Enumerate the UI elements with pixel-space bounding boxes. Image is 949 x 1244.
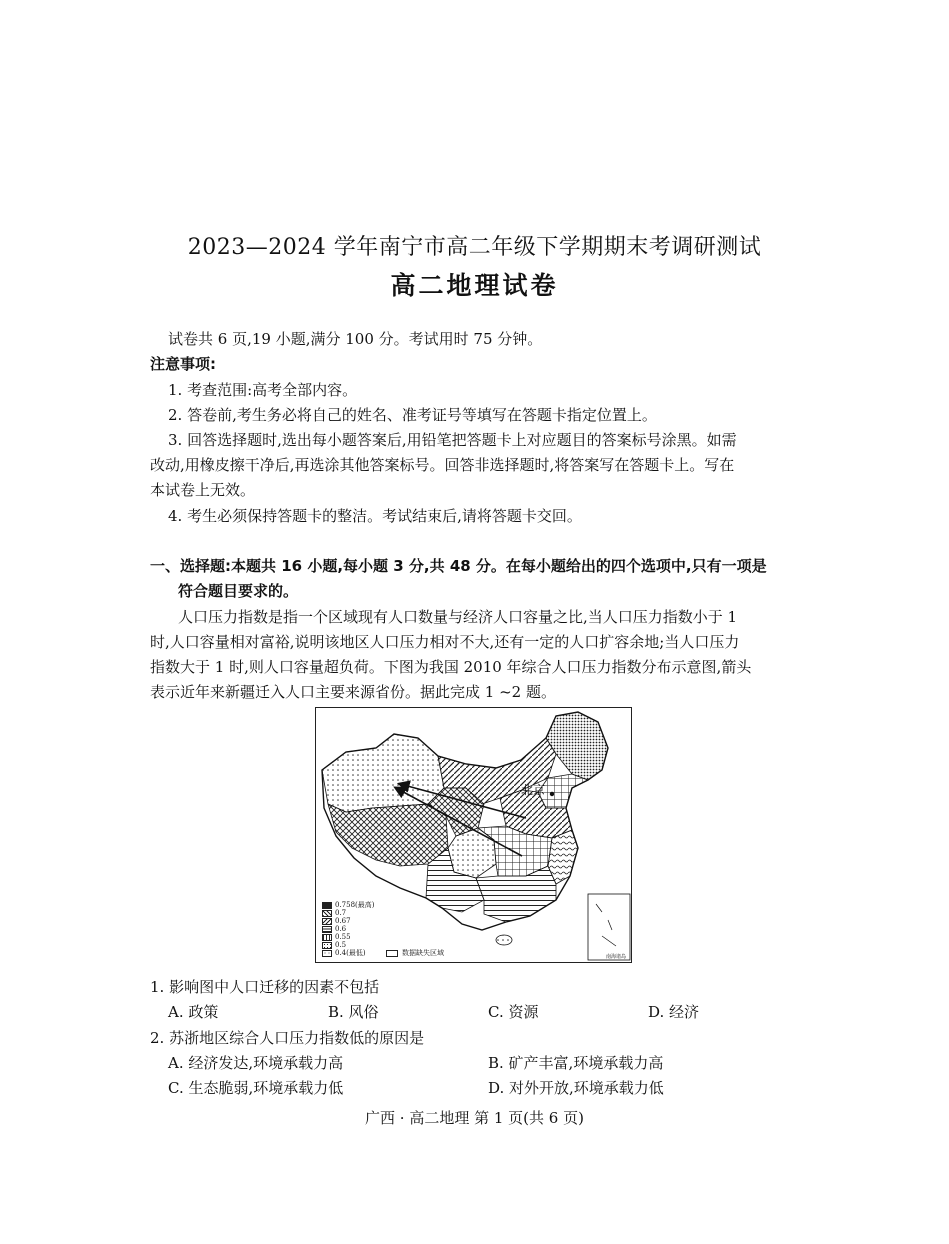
legend-swatch bbox=[322, 934, 332, 941]
answer-option: B. 矿产丰富,环境承载力高 bbox=[488, 1054, 664, 1072]
legend-label: 0.55 bbox=[335, 933, 351, 941]
legend-label: 0.4(最低) bbox=[335, 949, 366, 957]
answer-option: C. 资源 bbox=[488, 1003, 539, 1021]
legend-label: 0.758(最高) bbox=[335, 901, 375, 909]
beijing-marker bbox=[550, 792, 554, 796]
notice-item: 3. 回答选择题时,选出每小题答案后,用铅笔把答题卡上对应题目的答案标号涂黑。如需 bbox=[168, 431, 737, 449]
notice-item: 改动,用橡皮擦干净后,再选涂其他答案标号。回答非选择题时,将答案写在答题卡上。写在 bbox=[150, 456, 735, 474]
question-stem: 2. 苏浙地区综合人口压力指数低的原因是 bbox=[150, 1029, 425, 1047]
region-tibet bbox=[328, 804, 448, 866]
passage-line: 表示近年来新疆迁入人口主要来源省份。据此完成 1 ~2 题。 bbox=[150, 683, 556, 701]
map-legend bbox=[322, 902, 452, 960]
legend-label: 0.6 bbox=[335, 925, 347, 933]
passage-line: 人口压力指数是指一个区域现有人口数量与经济人口容量之比,当人口压力指数小于 1 bbox=[178, 608, 738, 626]
notice-heading: 注意事项: bbox=[150, 355, 216, 373]
notice-item: 1. 考查范围:高考全部内容。 bbox=[168, 381, 358, 399]
legend-swatch bbox=[322, 902, 332, 909]
answer-option: C. 生态脆弱,环境承载力低 bbox=[168, 1079, 344, 1097]
legend-swatch bbox=[322, 942, 332, 949]
answer-option: A. 经济发达,环境承载力高 bbox=[168, 1054, 344, 1072]
region-xinjiang bbox=[322, 734, 444, 812]
subject-title: 高二地理试卷 bbox=[390, 271, 559, 300]
legend-swatch bbox=[322, 950, 332, 957]
notice-item: 本试卷上无效。 bbox=[150, 481, 256, 499]
answer-option: D. 经济 bbox=[648, 1003, 700, 1021]
legend-swatch bbox=[322, 910, 332, 917]
legend-missing-label: 数据缺失区域 bbox=[402, 949, 444, 957]
notice-item: 2. 答卷前,考生务必将自己的姓名、准考证号等填写在答题卡指定位置上。 bbox=[168, 406, 657, 424]
answer-option: B. 风俗 bbox=[328, 1003, 379, 1021]
legend-label: 0.7 bbox=[335, 909, 347, 917]
question-stem: 1. 影响图中人口迁移的因素不包括 bbox=[150, 978, 380, 996]
notice-item: 4. 考生必须保持答题卡的整洁。考试结束后,请将答题卡交回。 bbox=[168, 507, 582, 525]
exam-intro: 试卷共 6 页,19 小题,满分 100 分。考试用时 75 分钟。 bbox=[168, 330, 543, 348]
legend-missing-swatch bbox=[386, 950, 398, 957]
legend-label: 0.67 bbox=[335, 917, 351, 925]
south-china-sea-inset bbox=[588, 894, 630, 960]
legend-swatch bbox=[322, 918, 332, 925]
legend-label: 0.5 bbox=[335, 941, 347, 949]
region-hainan bbox=[496, 935, 512, 945]
passage-line: 时,人口容量相对富裕,说明该地区人口压力相对不大,还有一定的人口扩容余地;当人口压力 bbox=[150, 633, 740, 651]
answer-option: A. 政策 bbox=[168, 1003, 219, 1021]
section-heading: 一、选择题:本题共 16 小题,每小题 3 分,共 48 分。在每小题给出的四个选项中,只有一项是 bbox=[150, 557, 767, 575]
passage-line: 指数大于 1 时,则人口容量超负荷。下图为我国 2010 年综合人口压力指数分布示意图,箭头 bbox=[150, 658, 752, 676]
answer-option: D. 对外开放,环境承载力低 bbox=[488, 1079, 664, 1097]
section-heading-cont: 符合题目要求的。 bbox=[178, 582, 299, 600]
map-inset-label: 南海诸岛 bbox=[606, 954, 627, 960]
map-city-label: 北京 bbox=[521, 783, 546, 797]
population-pressure-map bbox=[315, 707, 632, 963]
exam-title: 2023—2024 学年南宁市高二年级下学期期末考调研测试 bbox=[187, 235, 762, 260]
page-footer: 广西 · 高二地理 第 1 页(共 6 页) bbox=[365, 1109, 584, 1127]
legend-swatch bbox=[322, 926, 332, 933]
